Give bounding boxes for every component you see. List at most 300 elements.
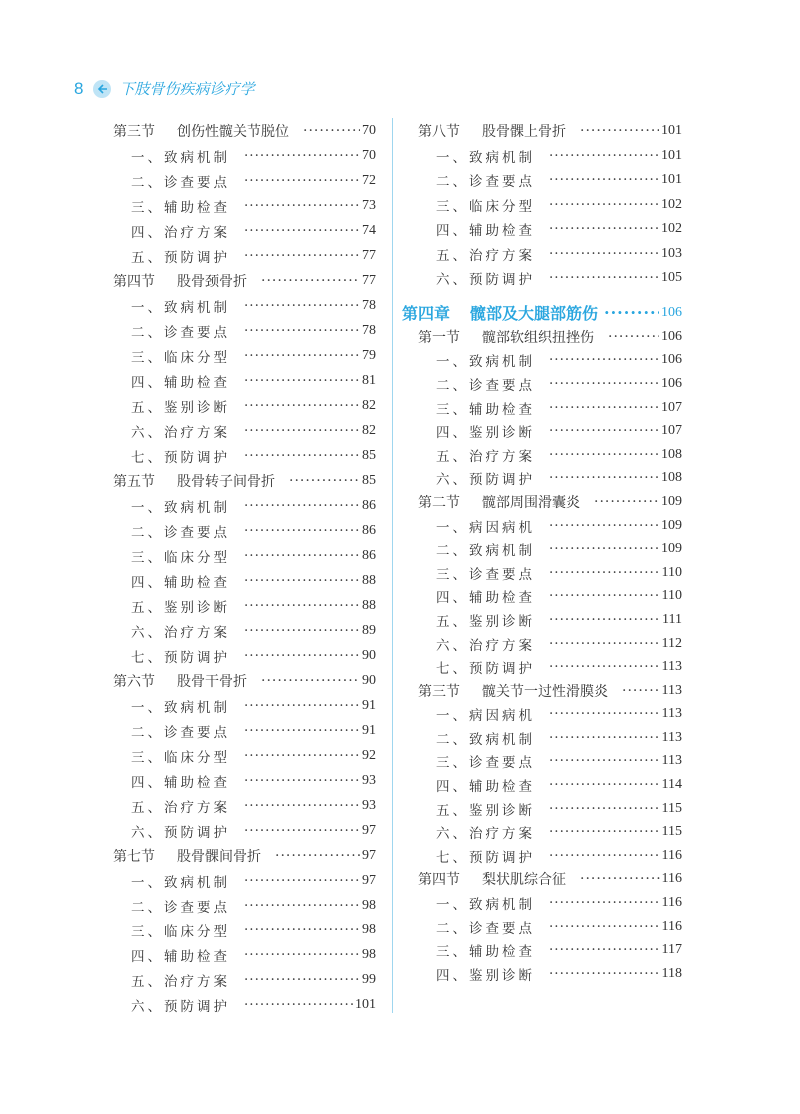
item-page: 88 xyxy=(362,597,376,613)
leader-dots xyxy=(549,352,659,368)
leader-dots xyxy=(549,636,660,652)
item-page: 114 xyxy=(661,777,682,793)
leader-dots xyxy=(594,494,659,510)
toc-item-entry[interactable] xyxy=(113,444,376,469)
leader-dots xyxy=(244,922,360,938)
toc-item-entry[interactable] xyxy=(113,793,376,818)
item-label: 六、预防调护 xyxy=(436,272,535,289)
toc-item-entry[interactable] xyxy=(418,419,682,443)
leader-dots xyxy=(549,777,660,793)
section-page: 106 xyxy=(661,328,682,344)
toc-item-entry[interactable] xyxy=(113,319,376,344)
item-label: 三、辅助检查 xyxy=(131,200,230,217)
toc-item-entry[interactable] xyxy=(418,844,682,868)
item-page: 92 xyxy=(362,747,376,763)
item-page: 116 xyxy=(661,918,682,934)
item-page: 111 xyxy=(662,611,682,627)
item-label: 三、辅助检查 xyxy=(436,401,535,418)
toc-item-entry[interactable] xyxy=(418,144,682,169)
toc-item-entry[interactable] xyxy=(418,561,682,585)
toc-left-column xyxy=(113,119,376,1018)
item-label: 七、预防调护 xyxy=(131,450,230,467)
leader-dots xyxy=(244,873,360,889)
item-page: 90 xyxy=(362,647,376,663)
section-title: 股骨髁上骨折 xyxy=(482,124,566,141)
leader-dots xyxy=(244,348,360,364)
leader-dots xyxy=(289,473,360,489)
item-label: 四、鉴别诊断 xyxy=(436,967,535,984)
leader-dots xyxy=(549,246,659,262)
section-page: 116 xyxy=(661,871,682,887)
item-page: 113 xyxy=(661,753,682,769)
toc-item-entry[interactable] xyxy=(418,891,682,915)
item-label: 三、辅助检查 xyxy=(436,944,535,961)
item-page: 106 xyxy=(661,375,682,391)
item-label: 二、诊查要点 xyxy=(131,899,230,916)
section-page: 101 xyxy=(661,123,682,139)
toc-item-entry[interactable] xyxy=(113,144,376,169)
item-page: 81 xyxy=(362,373,376,389)
toc-item-entry[interactable] xyxy=(113,494,376,519)
item-label: 一、致病机制 xyxy=(436,897,535,914)
section-label: 第一节 xyxy=(418,329,460,346)
item-label: 四、辅助检查 xyxy=(436,779,535,796)
item-label: 四、辅助检查 xyxy=(436,590,535,607)
item-label: 四、辅助检查 xyxy=(436,223,535,240)
leader-dots xyxy=(244,773,360,789)
toc-section-entry[interactable] xyxy=(113,269,376,294)
leader-dots xyxy=(580,871,660,887)
leader-dots xyxy=(549,376,659,392)
item-label: 二、致病机制 xyxy=(436,731,535,748)
toc-chapter-entry[interactable] xyxy=(402,301,682,326)
item-page: 109 xyxy=(661,517,682,533)
toc-item-entry[interactable] xyxy=(113,818,376,843)
item-page: 86 xyxy=(362,522,376,538)
toc-section-entry[interactable] xyxy=(113,668,376,693)
toc-item-entry[interactable] xyxy=(418,537,682,561)
item-page: 101 xyxy=(661,147,682,163)
toc-item-entry[interactable] xyxy=(418,726,682,750)
leader-dots xyxy=(549,588,660,604)
toc-item-entry[interactable] xyxy=(113,943,376,968)
leader-dots xyxy=(244,947,360,963)
section-page: 109 xyxy=(661,493,682,509)
item-label: 四、辅助检查 xyxy=(131,949,230,966)
leader-dots xyxy=(244,373,360,389)
toc-item-entry[interactable] xyxy=(418,915,682,939)
item-page: 79 xyxy=(362,348,376,364)
section-title: 股骨颈骨折 xyxy=(177,274,247,291)
leader-dots xyxy=(604,303,659,322)
item-page: 113 xyxy=(661,729,682,745)
leader-dots xyxy=(244,398,360,414)
toc-item-entry[interactable] xyxy=(418,962,682,986)
leader-dots xyxy=(244,523,360,539)
item-label: 四、辅助检查 xyxy=(131,774,230,791)
section-page: 70 xyxy=(362,123,376,139)
page-number: 8 xyxy=(74,78,84,98)
item-label: 一、病因病机 xyxy=(436,519,535,536)
leader-dots xyxy=(549,919,660,935)
section-title: 梨状肌综合征 xyxy=(482,872,566,889)
leader-dots xyxy=(549,148,659,164)
item-label: 六、预防调护 xyxy=(131,824,230,841)
toc-section-entry[interactable] xyxy=(418,119,682,144)
item-label: 六、预防调护 xyxy=(436,472,535,489)
item-page: 113 xyxy=(661,659,682,675)
toc-item-entry[interactable] xyxy=(418,349,682,373)
item-page: 116 xyxy=(661,895,682,911)
item-page: 115 xyxy=(661,824,682,840)
chapter-label: 第四章 xyxy=(402,304,451,324)
leader-dots xyxy=(303,123,360,139)
leader-dots xyxy=(244,198,360,214)
leader-dots xyxy=(549,197,659,213)
leader-dots xyxy=(244,148,360,164)
leader-dots xyxy=(549,172,659,188)
running-header xyxy=(74,78,254,99)
section-title: 股骨转子间骨折 xyxy=(177,474,275,491)
item-page: 107 xyxy=(661,423,682,439)
toc-item-entry[interactable] xyxy=(113,968,376,993)
book-title: 下肢骨伤疾病诊疗学 xyxy=(119,80,255,98)
leader-dots xyxy=(244,423,360,439)
leader-dots xyxy=(580,123,659,139)
item-page: 86 xyxy=(362,498,376,514)
leader-dots xyxy=(549,270,659,286)
section-title: 股骨髁间骨折 xyxy=(177,848,261,865)
item-page: 93 xyxy=(362,772,376,788)
toc-item-entry[interactable] xyxy=(418,396,682,420)
chapter-title: 髋部及大腿部筋伤 xyxy=(470,304,599,324)
toc-section-entry[interactable] xyxy=(418,490,682,514)
toc-item-entry[interactable] xyxy=(418,703,682,727)
toc-item-entry[interactable] xyxy=(113,519,376,544)
toc-item-entry[interactable] xyxy=(113,419,376,444)
section-label: 第三节 xyxy=(418,683,460,700)
leader-dots xyxy=(244,323,360,339)
toc-item-entry[interactable] xyxy=(418,585,682,609)
back-arrow-icon xyxy=(93,80,111,98)
item-label: 一、致病机制 xyxy=(131,150,230,167)
toc-section-entry[interactable] xyxy=(418,679,682,703)
item-page: 88 xyxy=(362,572,376,588)
section-label: 第七节 xyxy=(113,848,155,865)
item-page: 82 xyxy=(362,398,376,414)
section-title: 创伤性髋关节脱位 xyxy=(177,124,289,141)
item-page: 112 xyxy=(661,635,682,651)
section-label: 第二节 xyxy=(418,494,460,511)
section-title: 髋关节一过性滑膜炎 xyxy=(482,683,608,700)
toc-section-entry[interactable] xyxy=(113,469,376,494)
toc-item-entry[interactable] xyxy=(113,893,376,918)
item-page: 97 xyxy=(362,872,376,888)
leader-dots xyxy=(549,423,659,439)
section-label: 第八节 xyxy=(418,124,460,141)
item-page: 74 xyxy=(362,223,376,239)
toc-item-entry[interactable] xyxy=(418,217,682,242)
leader-dots xyxy=(622,683,660,699)
item-label: 四、辅助检查 xyxy=(131,574,230,591)
leader-dots xyxy=(549,612,660,628)
item-label: 七、预防调护 xyxy=(436,661,535,678)
item-page: 113 xyxy=(661,706,682,722)
leader-dots xyxy=(244,448,360,464)
leader-dots xyxy=(244,698,360,714)
leader-dots xyxy=(549,659,660,675)
leader-dots xyxy=(244,173,360,189)
section-label: 第四节 xyxy=(113,274,155,291)
leader-dots xyxy=(244,598,360,614)
leader-dots xyxy=(244,748,360,764)
item-page: 78 xyxy=(362,323,376,339)
toc-item-entry[interactable] xyxy=(113,593,376,618)
toc-item-entry[interactable] xyxy=(113,543,376,568)
item-label: 七、预防调护 xyxy=(436,849,535,866)
toc-section-entry[interactable] xyxy=(418,868,682,892)
toc-item-entry[interactable] xyxy=(113,743,376,768)
leader-dots xyxy=(244,623,360,639)
item-page: 85 xyxy=(362,448,376,464)
item-label: 六、治疗方案 xyxy=(131,624,230,641)
leader-dots xyxy=(244,648,360,664)
item-label: 二、诊查要点 xyxy=(436,174,535,191)
section-title: 股骨干骨折 xyxy=(177,673,247,690)
leader-dots xyxy=(549,824,660,840)
leader-dots xyxy=(549,221,659,237)
item-page: 91 xyxy=(362,697,376,713)
toc-item-entry[interactable] xyxy=(418,242,682,267)
section-label: 第三节 xyxy=(113,124,155,141)
item-label: 一、致病机制 xyxy=(131,500,230,517)
toc-item-entry[interactable] xyxy=(113,718,376,743)
item-page: 108 xyxy=(661,446,682,462)
item-page: 107 xyxy=(661,399,682,415)
leader-dots xyxy=(549,565,660,581)
leader-dots xyxy=(244,898,360,914)
toc-item-entry[interactable] xyxy=(113,244,376,269)
item-label: 二、诊查要点 xyxy=(131,175,230,192)
item-page: 99 xyxy=(362,972,376,988)
toc-item-entry[interactable] xyxy=(418,750,682,774)
item-label: 二、诊查要点 xyxy=(131,524,230,541)
item-label: 四、辅助检查 xyxy=(131,375,230,392)
item-label: 一、致病机制 xyxy=(131,874,230,891)
item-label: 三、诊查要点 xyxy=(436,566,535,583)
item-label: 五、治疗方案 xyxy=(131,974,230,991)
toc-item-entry[interactable] xyxy=(418,632,682,656)
leader-dots xyxy=(549,942,660,958)
item-label: 一、病因病机 xyxy=(436,708,535,725)
toc-item-entry[interactable] xyxy=(113,369,376,394)
toc-item-entry[interactable] xyxy=(418,797,682,821)
item-label: 六、治疗方案 xyxy=(131,425,230,442)
toc-item-entry[interactable] xyxy=(418,938,682,962)
item-label: 二、诊查要点 xyxy=(131,325,230,342)
leader-dots xyxy=(244,548,360,564)
item-page: 110 xyxy=(661,564,682,580)
leader-dots xyxy=(244,723,360,739)
item-page: 97 xyxy=(362,822,376,838)
item-page: 105 xyxy=(661,270,682,286)
section-page: 90 xyxy=(362,672,376,688)
item-label: 五、治疗方案 xyxy=(436,448,535,465)
section-page: 77 xyxy=(362,273,376,289)
toc-section-entry[interactable] xyxy=(418,325,682,349)
toc-item-entry[interactable] xyxy=(113,643,376,668)
item-label: 三、临床分型 xyxy=(131,749,230,766)
toc-item-entry[interactable] xyxy=(418,773,682,797)
leader-dots xyxy=(549,801,660,817)
section-page: 85 xyxy=(362,473,376,489)
item-page: 78 xyxy=(362,298,376,314)
toc-item-entry[interactable] xyxy=(113,918,376,943)
item-page: 110 xyxy=(661,588,682,604)
item-label: 二、致病机制 xyxy=(436,543,535,560)
leader-dots xyxy=(549,706,660,722)
item-label: 五、治疗方案 xyxy=(131,799,230,816)
item-label: 二、诊查要点 xyxy=(436,377,535,394)
toc-item-entry[interactable] xyxy=(113,618,376,643)
leader-dots xyxy=(244,972,360,988)
section-title: 髋部软组织扭挫伤 xyxy=(482,329,594,346)
toc-item-entry[interactable] xyxy=(418,193,682,218)
item-label: 三、临床分型 xyxy=(436,198,535,215)
section-label: 第四节 xyxy=(418,872,460,889)
item-page: 82 xyxy=(362,423,376,439)
leader-dots xyxy=(244,997,353,1013)
toc-section-entry[interactable] xyxy=(113,843,376,868)
toc-item-entry[interactable] xyxy=(418,514,682,538)
item-page: 116 xyxy=(661,847,682,863)
item-page: 77 xyxy=(362,248,376,264)
item-label: 五、治疗方案 xyxy=(436,247,535,264)
section-page: 97 xyxy=(362,847,376,863)
leader-dots xyxy=(244,298,360,314)
section-label: 第六节 xyxy=(113,673,155,690)
item-page: 108 xyxy=(661,470,682,486)
item-label: 三、临床分型 xyxy=(131,549,230,566)
item-label: 六、治疗方案 xyxy=(436,637,535,654)
leader-dots xyxy=(549,848,660,864)
item-label: 三、临床分型 xyxy=(131,924,230,941)
item-page: 91 xyxy=(362,722,376,738)
toc-section-entry[interactable] xyxy=(113,119,376,144)
item-label: 五、鉴别诊断 xyxy=(436,613,535,630)
item-label: 一、致病机制 xyxy=(436,354,535,371)
item-label: 二、诊查要点 xyxy=(436,920,535,937)
leader-dots xyxy=(549,541,659,557)
toc-item-entry[interactable] xyxy=(113,693,376,718)
leader-dots xyxy=(244,823,360,839)
toc-item-entry[interactable] xyxy=(113,194,376,219)
chapter-page: 106 xyxy=(661,304,682,320)
toc-item-entry[interactable] xyxy=(418,168,682,193)
item-page: 72 xyxy=(362,173,376,189)
item-page: 115 xyxy=(661,800,682,816)
toc-item-entry[interactable] xyxy=(113,219,376,244)
leader-dots xyxy=(549,966,660,982)
item-label: 三、临床分型 xyxy=(131,350,230,367)
item-label: 一、致病机制 xyxy=(436,149,535,166)
item-label: 五、预防调护 xyxy=(131,250,230,267)
item-label: 四、鉴别诊断 xyxy=(436,425,535,442)
item-page: 102 xyxy=(661,196,682,212)
leader-dots xyxy=(244,223,360,239)
leader-dots xyxy=(549,447,659,463)
toc-right-column xyxy=(402,119,682,986)
item-page: 98 xyxy=(362,897,376,913)
item-page: 70 xyxy=(362,148,376,164)
toc-item-entry[interactable] xyxy=(113,169,376,194)
toc-item-entry[interactable] xyxy=(418,820,682,844)
item-page: 101 xyxy=(355,997,376,1013)
leader-dots xyxy=(549,895,660,911)
leader-dots xyxy=(244,248,360,264)
toc-item-entry[interactable] xyxy=(113,294,376,319)
item-label: 一、致病机制 xyxy=(131,699,230,716)
item-label: 一、致病机制 xyxy=(131,300,230,317)
toc-item-entry[interactable] xyxy=(418,655,682,679)
toc-item-entry[interactable] xyxy=(418,608,682,632)
item-label: 七、预防调护 xyxy=(131,649,230,666)
section-page: 113 xyxy=(661,682,682,698)
item-page: 118 xyxy=(661,965,682,981)
item-page: 117 xyxy=(661,942,682,958)
item-label: 四、治疗方案 xyxy=(131,225,230,242)
item-label: 二、诊查要点 xyxy=(131,724,230,741)
toc-item-entry[interactable] xyxy=(418,467,682,491)
item-page: 86 xyxy=(362,547,376,563)
toc-item-entry[interactable] xyxy=(113,344,376,369)
leader-dots xyxy=(549,518,659,534)
item-page: 73 xyxy=(362,198,376,214)
leader-dots xyxy=(244,498,360,514)
toc-item-entry[interactable] xyxy=(113,993,376,1018)
leader-dots xyxy=(608,329,659,345)
section-title: 髋部周围滑囊炎 xyxy=(482,494,580,511)
toc-item-entry[interactable] xyxy=(418,372,682,396)
toc-item-entry[interactable] xyxy=(113,394,376,419)
item-page: 109 xyxy=(661,541,682,557)
leader-dots xyxy=(549,753,660,769)
toc-item-entry[interactable] xyxy=(418,443,682,467)
item-label: 五、鉴别诊断 xyxy=(131,599,230,616)
leader-dots xyxy=(244,798,360,814)
column-divider xyxy=(392,118,393,1013)
item-page: 101 xyxy=(661,172,682,188)
item-page: 106 xyxy=(661,352,682,368)
item-page: 98 xyxy=(362,947,376,963)
toc-item-entry[interactable] xyxy=(418,266,682,291)
item-page: 93 xyxy=(362,797,376,813)
leader-dots xyxy=(261,273,360,289)
toc-item-entry[interactable] xyxy=(113,768,376,793)
item-page: 103 xyxy=(661,245,682,261)
item-label: 六、预防调护 xyxy=(131,999,230,1016)
leader-dots xyxy=(244,573,360,589)
leader-dots xyxy=(549,470,659,486)
item-label: 五、鉴别诊断 xyxy=(131,400,230,417)
item-page: 98 xyxy=(362,922,376,938)
toc-item-entry[interactable] xyxy=(113,568,376,593)
leader-dots xyxy=(549,400,659,416)
section-label: 第五节 xyxy=(113,474,155,491)
item-label: 三、诊查要点 xyxy=(436,755,535,772)
leader-dots xyxy=(549,730,660,746)
toc-item-entry[interactable] xyxy=(113,868,376,893)
